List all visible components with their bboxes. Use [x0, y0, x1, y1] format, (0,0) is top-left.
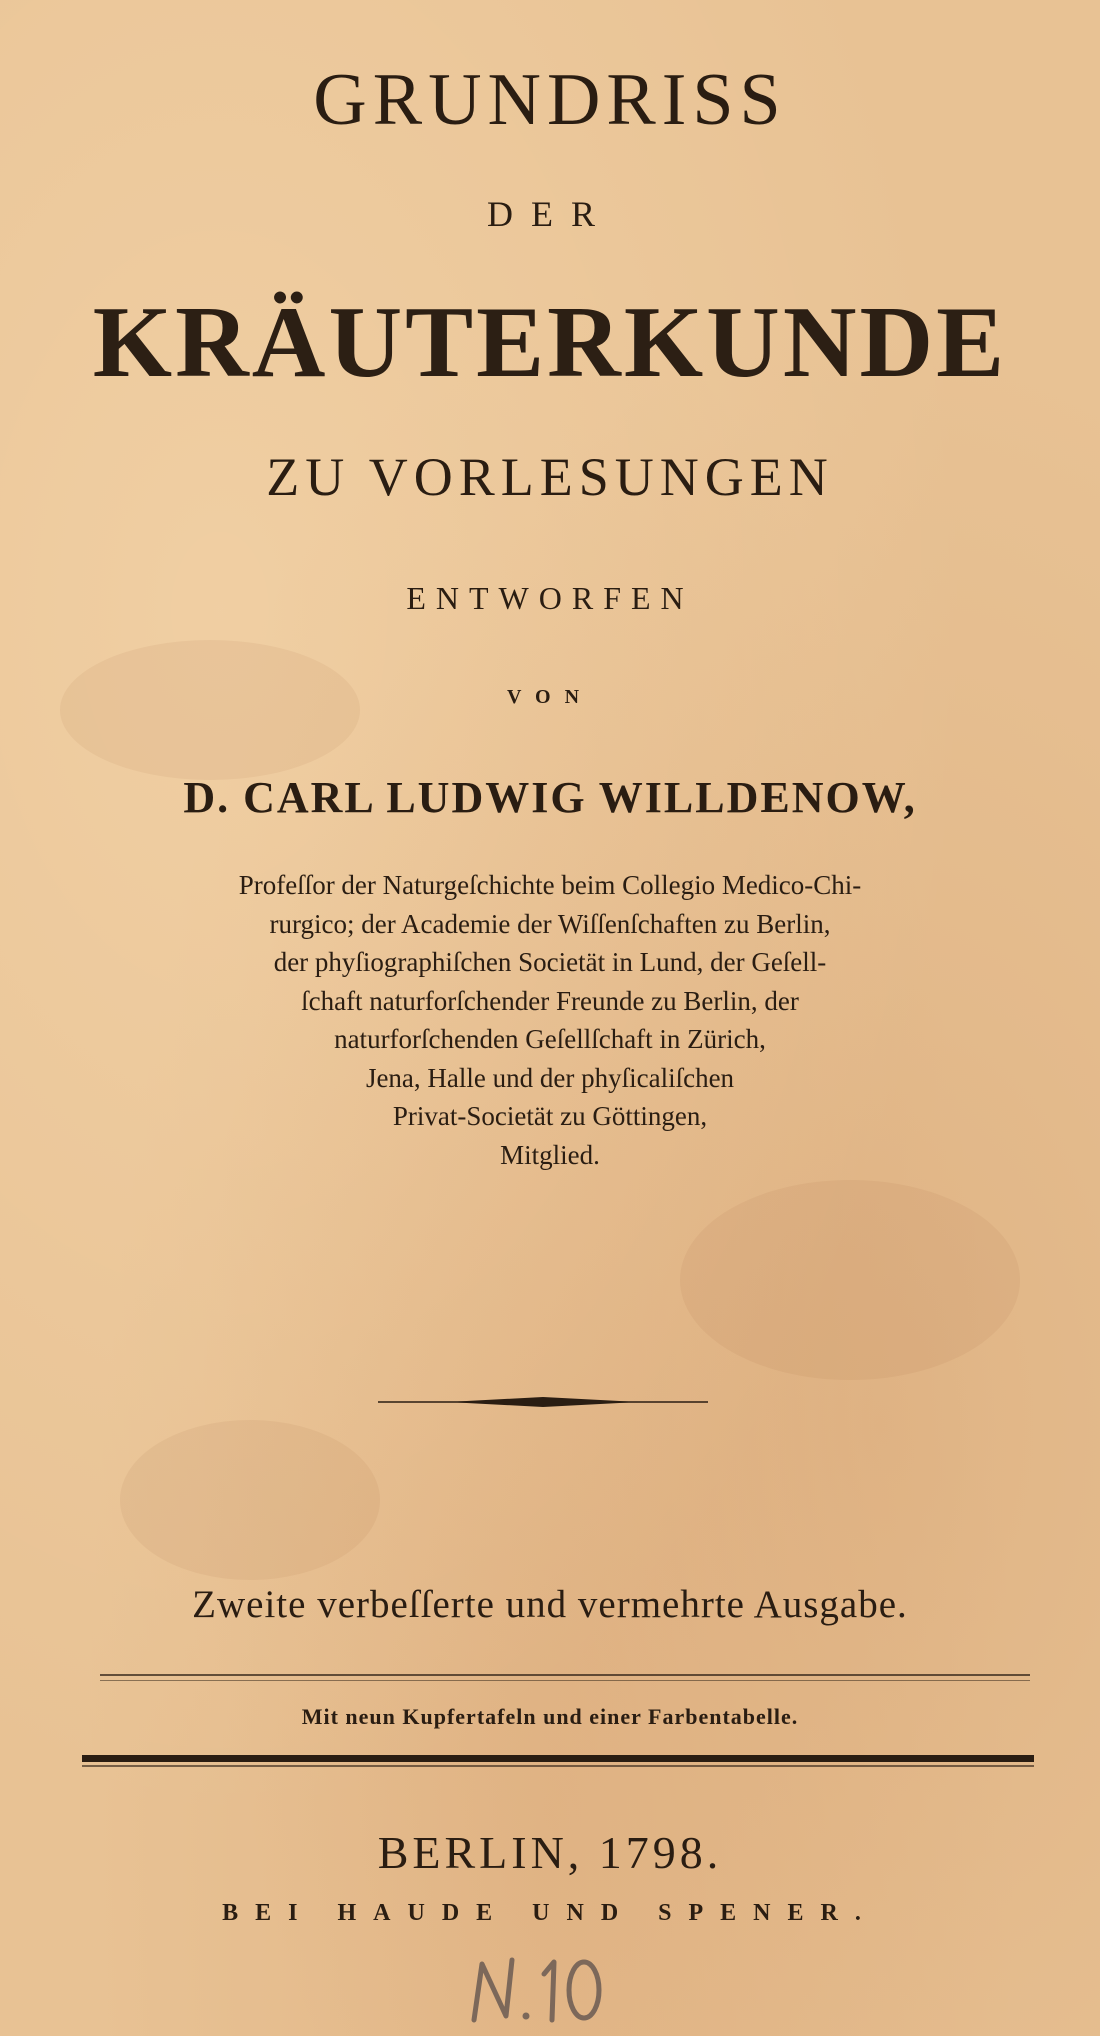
divider-rule [100, 1680, 1030, 1681]
affiliation-line: Privat-Societät zu Göttingen, [392, 1101, 708, 1131]
author-affiliations [0, 866, 1100, 1174]
subtitle: ZU VORLESUNGEN [266, 447, 834, 507]
divider-rule [100, 1674, 1030, 1676]
divider-rule [82, 1765, 1034, 1767]
imprint-place-year: BERLIN, 1798. [377, 1827, 723, 1878]
title-article: DER [487, 194, 613, 234]
handwritten-shelfmark [452, 1942, 612, 2032]
paper-stain [680, 1180, 1020, 1380]
imprint-publisher: BEI HAUDE UND SPENER. [222, 1900, 878, 1926]
author-name: D. CARL LUDWIG WILLDENOW, [183, 773, 917, 822]
by-label: VON [506, 686, 594, 708]
drafted-label: ENTWORFEN [406, 580, 694, 616]
affiliation-line: Mitglied. [500, 1139, 600, 1170]
affiliation-line: der phyſiographiſchen Societät in Lund, der Geſell- [273, 947, 827, 977]
main-title: KRÄUTERKUNDE [92, 286, 1008, 399]
paper-stain [120, 1420, 380, 1580]
heavy-divider-rule [82, 1755, 1034, 1762]
book-title: GRUNDRISS [313, 59, 787, 141]
affiliation-line: ſchaft naturforſchender Freunde zu Berlin, der [301, 985, 799, 1016]
edition-statement: Zweite verbeſſerte und vermehrte Ausgabe. [192, 1583, 908, 1626]
affiliation-line: Profeſſor der Naturgeſchichte beim Collegio Medico-Chi- [238, 870, 862, 900]
ornament-rule [378, 1396, 708, 1408]
affiliation-line: rurgico; der Academie der Wiſſenſchaften zu Berlin, [269, 908, 831, 939]
plates-note: Mit neun Kupfertafeln und einer Farbentabelle. [301, 1704, 799, 1729]
affiliation-line: naturforſchenden Geſellſchaft in Zürich, [334, 1024, 766, 1054]
affiliation-line: Jena, Halle und der phyſicaliſchen [365, 1062, 735, 1093]
paper-stain [60, 640, 360, 780]
